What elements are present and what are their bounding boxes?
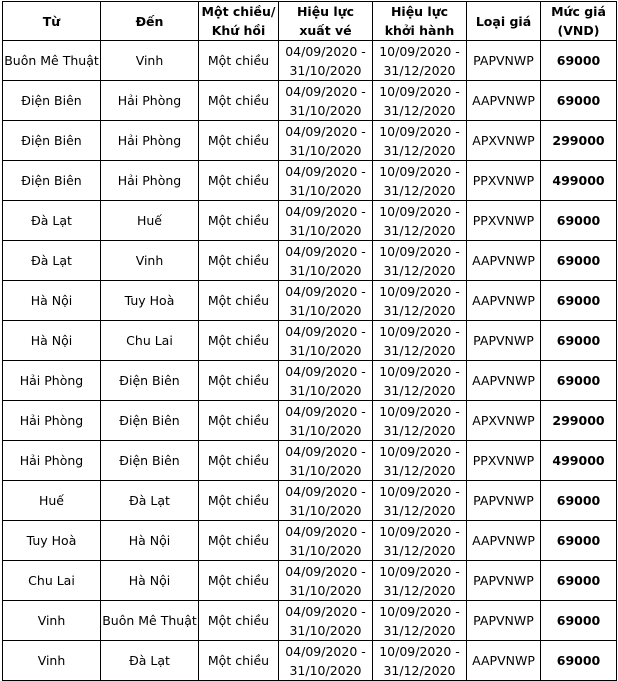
cell-ticketing-validity-line-1: 04/09/2020 -	[285, 563, 366, 579]
cell-ticketing-validity-line-2: 31/10/2020	[289, 342, 362, 358]
cell-ticketing-validity-line-2: 31/10/2020	[289, 222, 362, 238]
cell-price: 69000	[541, 561, 617, 601]
cell-from: Hà Nội	[3, 281, 101, 321]
cell-ticketing-validity-line-1: 04/09/2020 -	[285, 483, 366, 499]
cell-travel-validity-line-2: 31/12/2020	[383, 582, 456, 598]
cell-from: Huế	[3, 481, 101, 521]
cell-trip-type: Một chiều	[199, 281, 279, 321]
header-price	[541, 2, 617, 41]
cell-price: 69000	[541, 361, 617, 401]
cell-to: Hải Phòng	[101, 161, 199, 201]
header-trip-type-line-2: Khứ hồi	[211, 23, 266, 38]
table-row	[3, 641, 617, 681]
cell-trip-type: Một chiều	[199, 361, 279, 401]
table-row	[3, 241, 617, 281]
cell-ticketing-validity-line-2: 31/10/2020	[289, 662, 362, 678]
table-row	[3, 481, 617, 521]
cell-travel-validity	[373, 441, 467, 481]
cell-ticketing-validity	[279, 441, 373, 481]
header-ticketing-line-1: Hiệu lực	[296, 4, 355, 19]
cell-to: Hải Phòng	[101, 81, 199, 121]
cell-ticketing-validity	[279, 201, 373, 241]
cell-travel-validity-line-1: 10/09/2020 -	[379, 123, 460, 139]
cell-to: Đà Lạt	[101, 641, 199, 681]
table-row	[3, 121, 617, 161]
cell-travel-validity-line-1: 10/09/2020 -	[379, 243, 460, 259]
header-travel-line-2: khởi hành	[384, 23, 455, 38]
cell-price: 69000	[541, 521, 617, 561]
cell-travel-validity	[373, 481, 467, 521]
cell-ticketing-validity-line-2: 31/10/2020	[289, 62, 362, 78]
cell-from: Điện Biên	[3, 121, 101, 161]
cell-travel-validity-line-1: 10/09/2020 -	[379, 603, 460, 619]
cell-travel-validity	[373, 361, 467, 401]
cell-to: Buôn Mê Thuật	[101, 601, 199, 641]
cell-price: 499000	[541, 161, 617, 201]
table-row	[3, 321, 617, 361]
cell-ticketing-validity	[279, 481, 373, 521]
cell-price: 69000	[541, 201, 617, 241]
cell-trip-type: Một chiều	[199, 481, 279, 521]
cell-trip-type: Một chiều	[199, 321, 279, 361]
cell-fare-class: PAPVNWP	[467, 601, 541, 641]
cell-ticketing-validity	[279, 401, 373, 441]
header-fare-class: Loại giá	[467, 2, 541, 41]
cell-ticketing-validity-line-2: 31/10/2020	[289, 622, 362, 638]
cell-ticketing-validity-line-1: 04/09/2020 -	[285, 163, 366, 179]
cell-travel-validity	[373, 641, 467, 681]
cell-travel-validity-line-2: 31/12/2020	[383, 422, 456, 438]
cell-price: 69000	[541, 241, 617, 281]
cell-travel-validity-line-1: 10/09/2020 -	[379, 203, 460, 219]
cell-fare-class: PPXVNWP	[467, 161, 541, 201]
cell-ticketing-validity	[279, 241, 373, 281]
cell-ticketing-validity	[279, 641, 373, 681]
cell-ticketing-validity	[279, 561, 373, 601]
cell-travel-validity-line-1: 10/09/2020 -	[379, 403, 460, 419]
cell-from: Điện Biên	[3, 161, 101, 201]
table-row	[3, 81, 617, 121]
cell-travel-validity	[373, 41, 467, 81]
cell-travel-validity-line-1: 10/09/2020 -	[379, 523, 460, 539]
cell-ticketing-validity-line-1: 04/09/2020 -	[285, 523, 366, 539]
header-travel-line-1: Hiệu lực	[390, 4, 449, 19]
header-ticketing-line-2: xuất vé	[299, 23, 352, 38]
cell-price: 69000	[541, 281, 617, 321]
cell-travel-validity-line-2: 31/12/2020	[383, 142, 456, 158]
cell-travel-validity-line-2: 31/12/2020	[383, 302, 456, 318]
cell-ticketing-validity-line-1: 04/09/2020 -	[285, 603, 366, 619]
cell-travel-validity-line-2: 31/12/2020	[383, 222, 456, 238]
cell-price: 299000	[541, 401, 617, 441]
cell-ticketing-validity-line-1: 04/09/2020 -	[285, 203, 366, 219]
cell-fare-class: AAPVNWP	[467, 361, 541, 401]
cell-travel-validity-line-2: 31/12/2020	[383, 382, 456, 398]
cell-ticketing-validity	[279, 161, 373, 201]
cell-ticketing-validity	[279, 601, 373, 641]
cell-trip-type: Một chiều	[199, 401, 279, 441]
cell-travel-validity	[373, 601, 467, 641]
cell-travel-validity-line-1: 10/09/2020 -	[379, 163, 460, 179]
cell-travel-validity-line-2: 31/12/2020	[383, 342, 456, 358]
cell-price: 69000	[541, 81, 617, 121]
header-to: Đến	[101, 2, 199, 41]
cell-travel-validity-line-2: 31/12/2020	[383, 182, 456, 198]
cell-travel-validity	[373, 161, 467, 201]
table-row	[3, 561, 617, 601]
cell-ticketing-validity	[279, 281, 373, 321]
cell-travel-validity	[373, 201, 467, 241]
cell-ticketing-validity-line-2: 31/10/2020	[289, 542, 362, 558]
table-row	[3, 441, 617, 481]
cell-ticketing-validity	[279, 81, 373, 121]
cell-trip-type: Một chiều	[199, 121, 279, 161]
cell-fare-class: AAPVNWP	[467, 521, 541, 561]
cell-travel-validity	[373, 521, 467, 561]
table-row	[3, 521, 617, 561]
cell-price: 499000	[541, 441, 617, 481]
cell-trip-type: Một chiều	[199, 441, 279, 481]
header-price-line-2: (VND)	[557, 23, 600, 38]
cell-travel-validity-line-1: 10/09/2020 -	[379, 43, 460, 59]
cell-travel-validity-line-1: 10/09/2020 -	[379, 643, 460, 659]
cell-to: Vinh	[101, 241, 199, 281]
cell-travel-validity-line-2: 31/12/2020	[383, 102, 456, 118]
header-price-line-1: Mức giá	[551, 4, 606, 19]
cell-to: Hải Phòng	[101, 121, 199, 161]
cell-ticketing-validity	[279, 521, 373, 561]
header-ticketing-validity	[279, 2, 373, 41]
cell-price: 69000	[541, 41, 617, 81]
cell-fare-class: PPXVNWP	[467, 201, 541, 241]
cell-fare-class: PAPVNWP	[467, 41, 541, 81]
cell-ticketing-validity-line-1: 04/09/2020 -	[285, 43, 366, 59]
cell-trip-type: Một chiều	[199, 161, 279, 201]
cell-trip-type: Một chiều	[199, 521, 279, 561]
cell-ticketing-validity	[279, 41, 373, 81]
cell-ticketing-validity-line-2: 31/10/2020	[289, 142, 362, 158]
cell-ticketing-validity-line-1: 04/09/2020 -	[285, 83, 366, 99]
cell-trip-type: Một chiều	[199, 241, 279, 281]
cell-to: Huế	[101, 201, 199, 241]
cell-to: Đà Lạt	[101, 481, 199, 521]
cell-ticketing-validity	[279, 361, 373, 401]
cell-to: Hà Nội	[101, 521, 199, 561]
cell-travel-validity-line-2: 31/12/2020	[383, 262, 456, 278]
table-row	[3, 361, 617, 401]
cell-travel-validity-line-1: 10/09/2020 -	[379, 323, 460, 339]
cell-from: Chu Lai	[3, 561, 101, 601]
cell-ticketing-validity-line-1: 04/09/2020 -	[285, 323, 366, 339]
cell-from: Hà Nội	[3, 321, 101, 361]
cell-travel-validity-line-1: 10/09/2020 -	[379, 563, 460, 579]
header-travel-validity	[373, 2, 467, 41]
cell-to: Hà Nội	[101, 561, 199, 601]
cell-to: Điện Biên	[101, 441, 199, 481]
cell-to: Điện Biên	[101, 361, 199, 401]
cell-from: Đà Lạt	[3, 241, 101, 281]
cell-from: Hải Phòng	[3, 361, 101, 401]
cell-fare-class: AAPVNWP	[467, 81, 541, 121]
cell-travel-validity-line-1: 10/09/2020 -	[379, 283, 460, 299]
cell-travel-validity-line-1: 10/09/2020 -	[379, 443, 460, 459]
cell-fare-class: AAPVNWP	[467, 281, 541, 321]
cell-trip-type: Một chiều	[199, 641, 279, 681]
cell-ticketing-validity-line-2: 31/10/2020	[289, 382, 362, 398]
table-row	[3, 41, 617, 81]
cell-travel-validity-line-1: 10/09/2020 -	[379, 483, 460, 499]
cell-travel-validity	[373, 401, 467, 441]
cell-travel-validity-line-2: 31/12/2020	[383, 662, 456, 678]
cell-travel-validity	[373, 121, 467, 161]
table-row	[3, 161, 617, 201]
cell-trip-type: Một chiều	[199, 201, 279, 241]
table-row	[3, 601, 617, 641]
cell-ticketing-validity-line-1: 04/09/2020 -	[285, 283, 366, 299]
cell-ticketing-validity-line-2: 31/10/2020	[289, 102, 362, 118]
cell-ticketing-validity-line-1: 04/09/2020 -	[285, 443, 366, 459]
cell-to: Tuy Hoà	[101, 281, 199, 321]
cell-travel-validity-line-2: 31/12/2020	[383, 62, 456, 78]
cell-to: Chu Lai	[101, 321, 199, 361]
cell-ticketing-validity-line-2: 31/10/2020	[289, 502, 362, 518]
cell-ticketing-validity-line-1: 04/09/2020 -	[285, 363, 366, 379]
cell-fare-class: AAPVNWP	[467, 241, 541, 281]
cell-ticketing-validity-line-2: 31/10/2020	[289, 182, 362, 198]
cell-travel-validity	[373, 241, 467, 281]
cell-ticketing-validity-line-2: 31/10/2020	[289, 262, 362, 278]
cell-travel-validity	[373, 321, 467, 361]
cell-ticketing-validity-line-2: 31/10/2020	[289, 302, 362, 318]
cell-ticketing-validity-line-2: 31/10/2020	[289, 582, 362, 598]
cell-fare-class: AAPVNWP	[467, 641, 541, 681]
cell-ticketing-validity-line-1: 04/09/2020 -	[285, 123, 366, 139]
cell-from: Hải Phòng	[3, 401, 101, 441]
cell-from: Điện Biên	[3, 81, 101, 121]
cell-price: 69000	[541, 321, 617, 361]
cell-fare-class: APXVNWP	[467, 121, 541, 161]
cell-travel-validity-line-2: 31/12/2020	[383, 462, 456, 478]
cell-fare-class: PAPVNWP	[467, 321, 541, 361]
header-row	[3, 2, 617, 41]
cell-from: Buôn Mê Thuật	[3, 41, 101, 81]
cell-price: 69000	[541, 641, 617, 681]
cell-ticketing-validity-line-2: 31/10/2020	[289, 422, 362, 438]
cell-ticketing-validity	[279, 121, 373, 161]
cell-from: Vinh	[3, 641, 101, 681]
cell-from: Đà Lạt	[3, 201, 101, 241]
cell-fare-class: PAPVNWP	[467, 481, 541, 521]
cell-fare-class: PPXVNWP	[467, 441, 541, 481]
table-row	[3, 401, 617, 441]
cell-fare-class: APXVNWP	[467, 401, 541, 441]
cell-price: 299000	[541, 121, 617, 161]
cell-from: Hải Phòng	[3, 441, 101, 481]
cell-ticketing-validity-line-1: 04/09/2020 -	[285, 243, 366, 259]
cell-to: Vinh	[101, 41, 199, 81]
cell-travel-validity-line-1: 10/09/2020 -	[379, 363, 460, 379]
cell-travel-validity-line-2: 31/12/2020	[383, 542, 456, 558]
cell-to: Điện Biên	[101, 401, 199, 441]
cell-travel-validity-line-2: 31/12/2020	[383, 502, 456, 518]
cell-ticketing-validity	[279, 321, 373, 361]
header-trip-type	[199, 2, 279, 41]
cell-trip-type: Một chiều	[199, 601, 279, 641]
cell-travel-validity-line-1: 10/09/2020 -	[379, 83, 460, 99]
cell-price: 69000	[541, 601, 617, 641]
cell-ticketing-validity-line-1: 04/09/2020 -	[285, 643, 366, 659]
header-trip-type-line-1: Một chiều/	[201, 4, 276, 19]
cell-trip-type: Một chiều	[199, 41, 279, 81]
cell-ticketing-validity-line-1: 04/09/2020 -	[285, 403, 366, 419]
cell-from: Tuy Hoà	[3, 521, 101, 561]
cell-ticketing-validity-line-2: 31/10/2020	[289, 462, 362, 478]
cell-travel-validity-line-2: 31/12/2020	[383, 622, 456, 638]
cell-from: Vinh	[3, 601, 101, 641]
cell-travel-validity	[373, 81, 467, 121]
cell-travel-validity	[373, 281, 467, 321]
header-from: Từ	[3, 2, 101, 41]
table-row	[3, 281, 617, 321]
cell-price: 69000	[541, 481, 617, 521]
cell-fare-class: PAPVNWP	[467, 561, 541, 601]
cell-trip-type: Một chiều	[199, 81, 279, 121]
cell-trip-type: Một chiều	[199, 561, 279, 601]
cell-travel-validity	[373, 561, 467, 601]
fare-table	[2, 1, 617, 681]
table-row	[3, 201, 617, 241]
